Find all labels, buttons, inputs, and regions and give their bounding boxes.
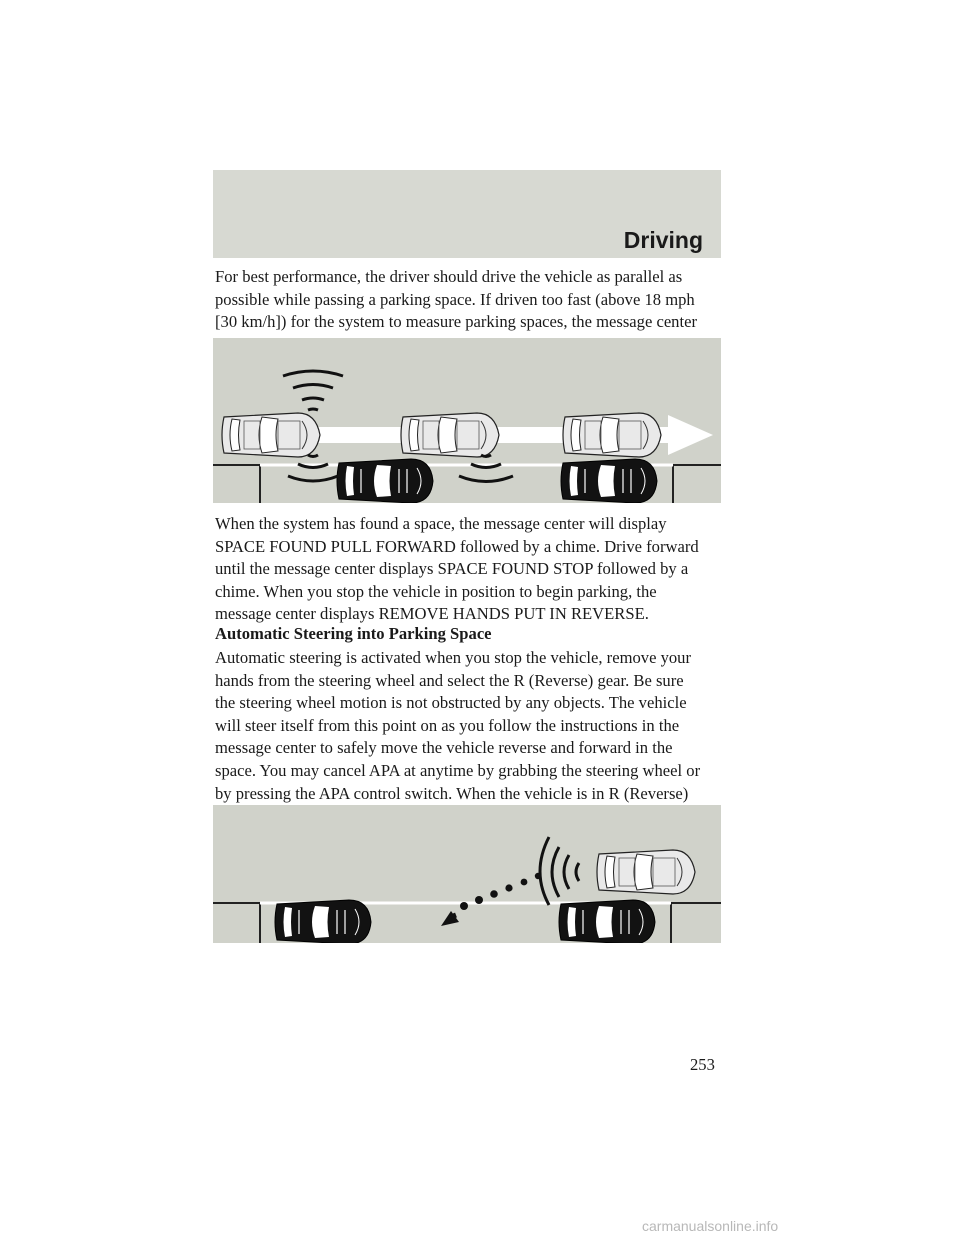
figure-reversing-into-space [213, 805, 721, 943]
paragraph-space-found: When the system has found a space, the message center will display SPACE FOUND PULL FORWARD followed by a chime. Drive forward until the message center displays SPACE FOUND STOP followed by a chime. When you stop the vehicle in position to begin parking, the message center displays REMOVE HANDS PUT IN REVERSE. [215, 514, 699, 624]
paragraph-automatic-steering: Automatic steering is activated when you stop the vehicle, remove your hands from the steering wheel and select the R (Reverse) gear. Be sure the steering wheel motion is not obstructed by any objects. The vehicle will steer itself from this point on as you follow the instructions in the message center to safely move the vehicle reverse and forward in the space. You may cancel APA at anytime by grabbing the steering wheel or by pressing the APA control switch. When the vehicle is in R (Reverse) [215, 648, 701, 803]
header-band [213, 170, 721, 258]
paragraph-speed: For best performance, the driver should drive the vehicle as parallel as possible while passing a parking space. If driven too fast (above 18 mph [30 km/h]) for the system to measure parking spaces, the message center [215, 267, 697, 332]
watermark: carmanualsonline.info [642, 1218, 779, 1234]
subheading-automatic-steering: Automatic Steering into Parking Space [215, 624, 492, 643]
section-title: Driving [623, 227, 703, 253]
figure-scanning-parking-space [213, 338, 721, 503]
page-number: 253 [690, 1055, 715, 1074]
